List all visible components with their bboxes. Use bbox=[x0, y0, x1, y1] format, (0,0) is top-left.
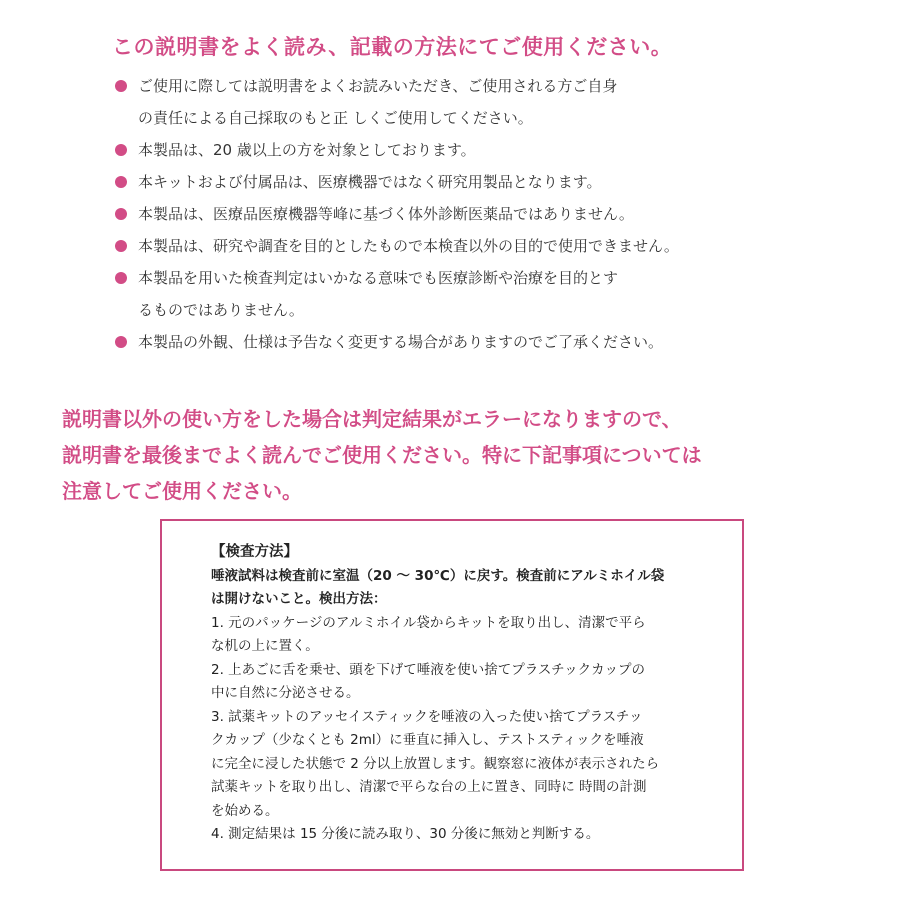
note-item bbox=[112, 166, 802, 198]
procedure-step-line: 試薬キットを取り出し、清潔で平らな台の上に置き、同時に 時間の計測 bbox=[211, 779, 647, 795]
notes-list bbox=[112, 70, 802, 358]
pink-circle-bullet-icon bbox=[115, 336, 127, 348]
procedure-step-line: 4. 測定結果は 15 分後に読み取り、30 分後に無効と判断する。 bbox=[211, 826, 600, 842]
pink-circle-bullet-icon bbox=[115, 240, 127, 252]
procedure-step-line: な机の上に置く。 bbox=[211, 638, 319, 654]
note-item bbox=[112, 326, 802, 358]
procedure-step bbox=[211, 612, 721, 659]
pink-circle-bullet-icon bbox=[115, 272, 127, 284]
note-line: 本製品は、医療品医療機器等峰に基づく体外診断医薬品ではありません。 bbox=[138, 205, 634, 223]
note-item bbox=[112, 70, 802, 134]
note-item bbox=[112, 262, 802, 326]
procedure-content bbox=[211, 541, 721, 847]
procedure-step bbox=[211, 659, 721, 706]
note-item bbox=[112, 230, 802, 262]
note-line: ご使用に際しては説明書をよくお読みいただき、ご使用される方ご自身 bbox=[138, 77, 618, 95]
note-line: るものではありません。 bbox=[138, 301, 304, 319]
procedure-step-line: 3. 試薬キットのアッセイスティックを唾液の入った使い捨てプラスチッ bbox=[211, 708, 643, 725]
note-line: 本製品の外観、仕様は予告なく変更する場合がありますのでご了承ください。 bbox=[138, 333, 664, 351]
note-line: 本製品は、20 歳以上の方を対象としております。 bbox=[138, 141, 476, 159]
warning-line: 注意してご使用ください。 bbox=[62, 479, 302, 503]
pink-circle-bullet-icon bbox=[115, 208, 127, 220]
pink-circle-bullet-icon bbox=[115, 144, 127, 156]
warning-line: 説明書以外の使い方をした場合は判定結果がエラーになりますので、 bbox=[62, 407, 682, 431]
procedure-step-line: を始める。 bbox=[211, 802, 279, 819]
procedure-step bbox=[211, 823, 721, 847]
note-line: の責任による自己採取のもと正 しくご使用してください。 bbox=[138, 109, 533, 127]
procedure-step-line: 1. 元のパッケージのアルミホイル袋からキットを取り出し、清潔で平ら bbox=[211, 614, 646, 631]
pink-circle-bullet-icon bbox=[115, 80, 127, 92]
procedure-step-line: クカップ（少なくとも 2ml）に垂直に挿入し、テストスティックを唾液 bbox=[211, 732, 644, 748]
procedure-step bbox=[211, 706, 721, 824]
note-line: 本製品を用いた検査判定はいかなる意味でも医療診断や治療を目的とす bbox=[138, 269, 619, 287]
note-item bbox=[112, 134, 802, 166]
note-line: 本キットおよび付属品は、医療機器ではなく研究用製品となります。 bbox=[138, 173, 602, 191]
procedure-title: 【検査方法】 bbox=[211, 544, 298, 560]
note-line: 本製品は、研究や調査を目的としたもので本検査以外の目的で使用できません。 bbox=[138, 237, 679, 255]
warning-text bbox=[62, 401, 882, 509]
pink-circle-bullet-icon bbox=[115, 176, 127, 188]
warning-line: 説明書を最後までよく読んでご使用ください。特に下記事項については bbox=[62, 443, 702, 467]
procedure-intro-line: は開けないこと。検出方法： bbox=[211, 591, 387, 607]
procedure-step-line: に完全に浸した状態で 2 分以上放置します。観察窓に液体が表示されたら bbox=[211, 755, 660, 772]
procedure-box bbox=[160, 519, 744, 871]
page-headline: この説明書をよく読み、記載の方法にてご使用ください。 bbox=[112, 35, 673, 59]
procedure-step-line: 2. 上あごに舌を乗せ、頭を下げて唾液を使い捨てプラスチックカップの bbox=[211, 661, 646, 678]
note-item bbox=[112, 198, 802, 230]
procedure-intro-line: 唾液試料は検査前に室温（20 ～ 30℃）に戻す。検査前にアルミホイル袋 bbox=[211, 567, 665, 584]
procedure-intro bbox=[211, 565, 721, 612]
procedure-step-line: 中に自然に分泌させる。 bbox=[211, 685, 360, 701]
